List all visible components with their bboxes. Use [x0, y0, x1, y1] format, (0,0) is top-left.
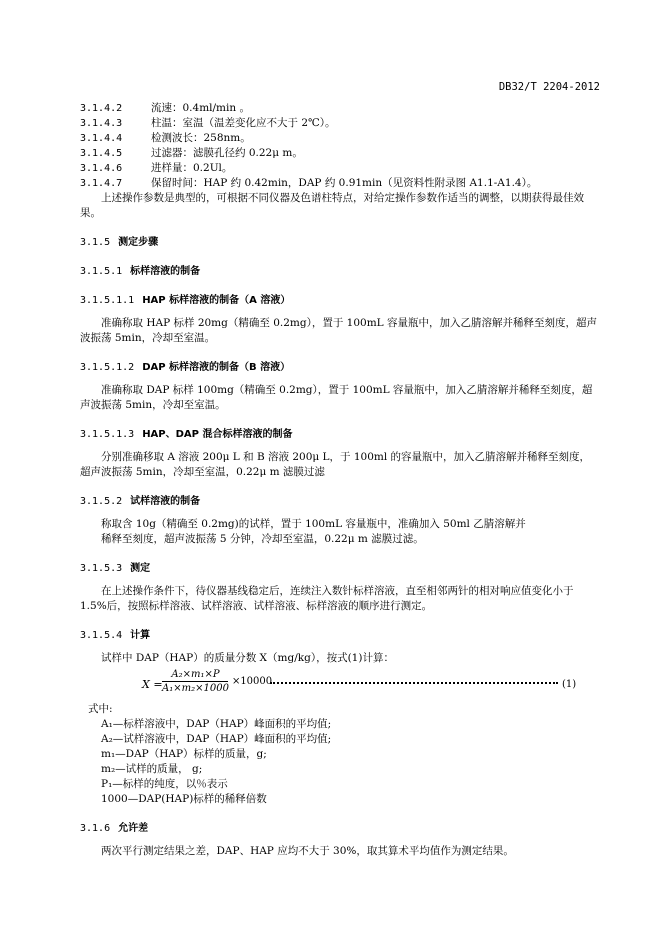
paragraph: 准确称取 DAP 标样 100mg（精确至 0.2mg），置于 100mL 容量瓶中，加入乙腈溶解并稀释至刻度，超声波振荡 5min，冷却至室温。: [80, 384, 593, 411]
where-label: 式中:: [88, 703, 113, 715]
definition-item: m₂—试样的质量， g;: [101, 763, 203, 775]
paragraph: 称取含 10g（精确至 0.2mg)的试样，置于 100mL 容量瓶中，准确加入 50ml 乙腈溶解并: [101, 518, 526, 530]
conditions-list: [80, 101, 600, 221]
formula: [80, 668, 600, 702]
paragraph: 分别准确移取 A 溶液 200μ L 和 B 溶液 200μ L，于 100ml 的容量瓶中，加入乙腈溶解并稀释至刻度，超声波振荡 5min，冷却至室温，0.22μ m 滤膜过滤: [80, 451, 591, 478]
section-heading: 3.1.5 测定步骤: [80, 237, 159, 248]
dot-leader: [270, 682, 558, 684]
equation-number: (1): [562, 679, 577, 690]
conditions-note: 上述操作参数是典型的，可根据不同仪器及色谱柱特点，对给定操作参数作适当的调整，以期获得最佳效果。: [80, 192, 584, 219]
paragraph: 在上述操作条件下，待仪器基线稳定后，连续注入数针标样溶液，直至相邻两针的相对响应值变化小于 1.5%后，按照标样溶液、试样溶液、试样溶液、标样溶液的顺序进行测定。: [80, 585, 574, 612]
formula-numerator: A₂×m₁×P: [171, 669, 220, 680]
paragraph: 两次平行测定结果之差，DAP、HAP 应均不大于 30%，取其算术平均值作为测定结果。: [101, 845, 514, 857]
formula-lhs: X =: [142, 678, 163, 691]
condition-item: 3.1.4.3 柱温：室温（温差变化应不大于 2℃）。: [80, 117, 336, 129]
condition-item: 3.1.4.7 保留时间：HAP 约 0.42min，DAP 约 0.91min（见资料性附录图 A1.1-A1.4）。: [80, 177, 538, 189]
condition-item: 3.1.4.4 检测波长：258nm。: [80, 132, 251, 144]
formula-denominator: A₁×m₂×1000: [162, 683, 229, 694]
formula-multiplier: ×10000: [231, 676, 273, 687]
condition-item: 3.1.4.6 进样量：0.2Ul。: [80, 162, 233, 174]
condition-item: 3.1.4.2 流速：0.4ml/min 。: [80, 102, 250, 114]
section-heading: 3.1.5.2 试样溶液的制备: [80, 496, 201, 507]
section-heading: 3.1.5.1.1 HAP 标样溶液的制备（A 溶液）: [80, 295, 291, 306]
section-heading: 3.1.5.1.3 HAP、DAP 混合标样溶液的制备: [80, 429, 293, 440]
definition-item: 1000—DAP(HAP)标样的稀释倍数: [101, 793, 267, 805]
definition-item: m₁—DAP（HAP）标样的质量，g;: [101, 748, 267, 760]
section-heading: 3.1.5.3 测定: [80, 563, 151, 574]
section-heading: 3.1.5.1.2 DAP 标样溶液的制备（B 溶液）: [80, 362, 291, 373]
paragraph: 稀释至刻度，超声波振荡 5 分钟，冷却至室温，0.22μ m 滤膜过滤。: [101, 533, 424, 545]
definition-item: P₁—标样的纯度，以％表示: [101, 778, 228, 790]
section-heading: 3.1.5.1 标样溶液的制备: [80, 266, 201, 277]
definition-item: A₁—标样溶液中，DAP（HAP）峰面积的平均值;: [101, 718, 332, 730]
paragraph: 准确称取 HAP 标样 20mg（精确至 0.2mg），置于 100mL 容量瓶中，加入乙腈溶解并稀释至刻度，超声波振荡 5min，冷却至室温。: [80, 317, 597, 344]
condition-item: 3.1.4.5 过滤器：滤膜孔径约 0.22μ m。: [80, 147, 303, 159]
document-code: DB32/T 2204-2012: [498, 81, 600, 93]
paragraph: 试样中 DAP（HAP）的质量分数 X（mg/kg），按式(1)计算：: [101, 652, 394, 664]
document-body: [80, 101, 600, 859]
section-heading: 3.1.5.4 计算: [80, 630, 151, 641]
symbol-definitions: [80, 702, 600, 807]
definition-item: A₂—试样溶液中，DAP（HAP）峰面积的平均值;: [101, 733, 332, 745]
section-heading: 3.1.6 允许差: [80, 823, 149, 834]
formula-fraction: [162, 668, 272, 695]
